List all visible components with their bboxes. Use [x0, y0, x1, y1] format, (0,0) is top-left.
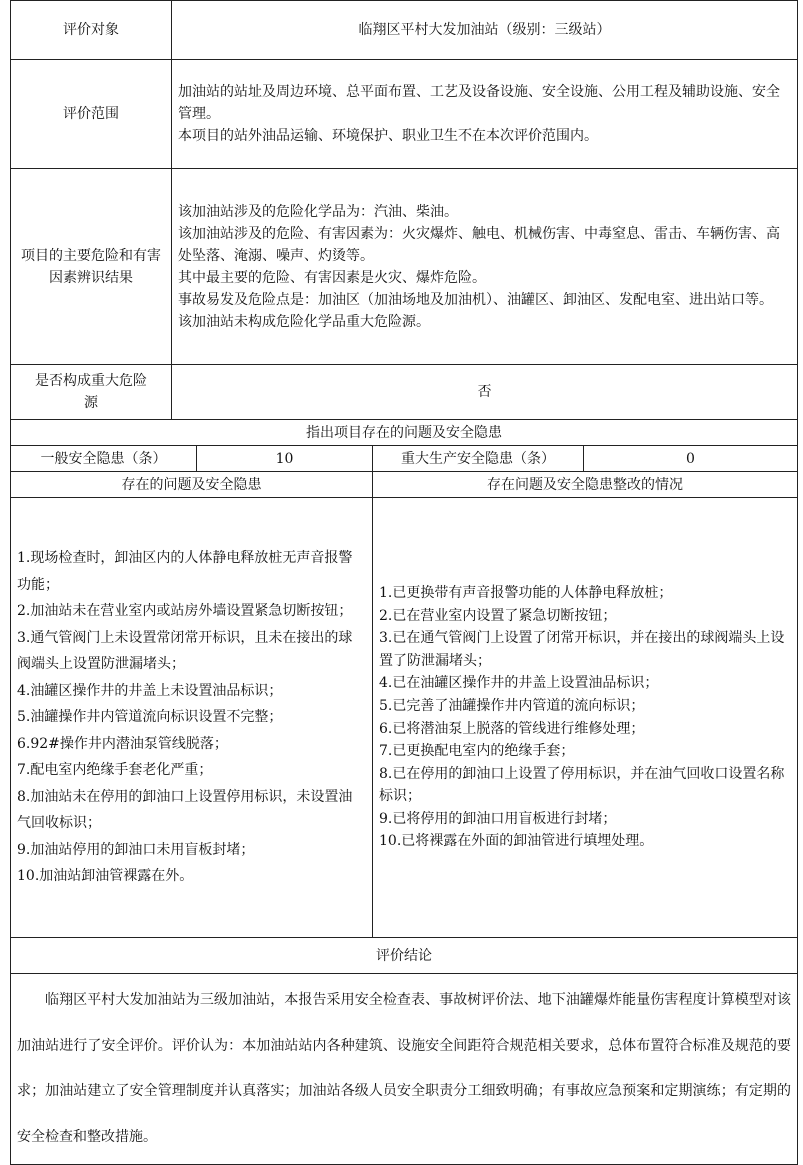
row-issues-lists: [11, 498, 798, 938]
rectification-item: 6.已将潜油泵上脱落的管线进行维修处理；: [379, 720, 645, 737]
issues-column-title: 存在的问题及安全隐患: [11, 472, 373, 498]
issues-list: [11, 498, 373, 938]
rectification-item: 2.已在营业室内设置了紧急切断按钮；: [379, 607, 617, 624]
issue-item: 8.加油站未在停用的卸油口上设置停用标识，未设置油气回收标识；: [17, 788, 353, 832]
issue-item: 3.通气管阀门上未设置常闭常开标识，且未在接出的球阀端头上设置防泄漏堵头；: [17, 629, 353, 673]
hazard-paragraph: 事故易发及危险点是：加油区（加油场地及加油机）、油罐区、卸油区、发配电室、进出站口等。: [178, 291, 773, 308]
scope-paragraph: 本项目的站外油品运输、环境保护、职业卫生不在本次评价范围内。: [178, 128, 598, 144]
hazard-identification-content: [172, 169, 798, 365]
rectification-column-title: 存在问题及安全隐患整改的情况: [373, 472, 798, 498]
rectification-item: 7.已更换配电室内的绝缘手套；: [379, 743, 575, 760]
major-hazard-value: 否: [172, 365, 798, 420]
issues-header: 指出项目存在的问题及安全隐患: [11, 420, 798, 446]
row-hazard-counts: [11, 446, 798, 472]
rectification-item: 8.已在停用的卸油口上设置了停用标识，并在油气回收口设置名称标识；: [379, 765, 785, 805]
hazard-paragraph: 该加油站涉及的危险化学品为：汽油、柴油。: [178, 203, 458, 220]
row-evaluation-object: [11, 1, 798, 60]
rectification-item: 3.已在通气管阀门上设置了闭常开标识，并在接出的球阀端头上设置了防泄漏堵头；: [379, 630, 785, 669]
major-hazard-count-value: 0: [584, 446, 798, 472]
general-hazard-count-label: 一般安全隐患（条）: [11, 446, 197, 472]
row-evaluation-scope: [11, 60, 798, 169]
major-hazard-label: 是否构成重大危险源: [11, 365, 172, 420]
issue-item: 2.加油站未在营业室内或站房外墙设置紧急切断按钮；: [17, 603, 353, 620]
row-issues-header: [11, 420, 798, 446]
conclusion-text: 临翔区平村大发加油站为三级加油站，本报告采用安全检查表、事故树评价法、地下油罐爆炸能量伤害程度计算模型对该加油站进行了安全评价。评价认为：本加油站站内各种建筑、设施安全间距符合规范相关要求，总体布置符合标准及规范的要求；加油站建立了安全管理制度并认真落实；加油站各级人员安全职责分工细致明确；有事故应急预案和定期演练；有定期的安全检查和整改措施。: [17, 992, 791, 1145]
issue-item: 4.油罐区操作井的井盖上未设置油品标识；: [17, 682, 283, 699]
issue-item: 10.加油站卸油管裸露在外。: [17, 868, 194, 885]
hazard-paragraph: 其中最主要的危险、有害因素是火灾、爆炸危险。: [178, 269, 486, 286]
evaluation-object-value: 临翔区平村大发加油站（级别：三级站）: [172, 1, 798, 60]
row-hazard-identification: [11, 169, 798, 365]
row-conclusion-header: [11, 938, 798, 974]
evaluation-scope-label: 评价范围: [11, 60, 172, 169]
evaluation-scope-content: [172, 60, 798, 169]
issue-item: 6.92#操作井内潜油泵管线脱落；: [17, 735, 228, 752]
conclusion-body: [11, 974, 798, 1165]
hazard-identification-label: 项目的主要危险和有害因素辨识结果: [11, 169, 172, 365]
issue-item: 1.现场检查时，卸油区内的人体静电释放桩无声音报警功能；: [17, 550, 353, 593]
row-major-hazard: [11, 365, 798, 420]
issue-item: 9.加油站停用的卸油口未用盲板封堵；: [17, 841, 255, 858]
rectification-list: [373, 498, 798, 938]
rectification-item: 1.已更换带有声音报警功能的人体静电释放桩；: [379, 584, 673, 601]
general-hazard-count-value: 10: [197, 446, 373, 472]
evaluation-object-label: 评价对象: [11, 1, 172, 60]
evaluation-table: [10, 0, 798, 1165]
issue-item: 7.配电室内绝缘手套老化严重；: [17, 762, 213, 779]
row-column-titles: [11, 472, 798, 498]
scope-paragraph: 加油站的站址及周边环境、总平面布置、工艺及设备设施、安全设施、公用工程及辅助设施、安全管理。: [178, 84, 780, 122]
conclusion-header: 评价结论: [11, 938, 798, 974]
hazard-paragraph: 该加油站未构成危险化学品重大危险源。: [178, 313, 430, 330]
rectification-item: 10.已将裸露在外面的卸油管进行填埋处理。: [379, 833, 654, 850]
rectification-item: 9.已将停用的卸油口用盲板进行封堵；: [379, 810, 617, 827]
rectification-item: 4.已在油罐区操作井的井盖上设置油品标识；: [379, 675, 659, 692]
major-hazard-count-label: 重大生产安全隐患（条）: [373, 446, 584, 472]
hazard-paragraph: 该加油站涉及的危险、有害因素为：火灾爆炸、触电、机械伤害、中毒窒息、雷击、车辆伤害、高处坠落、淹溺、噪声、灼烫等。: [178, 225, 780, 264]
rectification-item: 5.已完善了油罐操作井内管道的流向标识；: [379, 697, 645, 714]
issue-item: 5.油罐操作井内管道流向标识设置不完整；: [17, 709, 283, 726]
row-conclusion-text: [11, 974, 798, 1165]
